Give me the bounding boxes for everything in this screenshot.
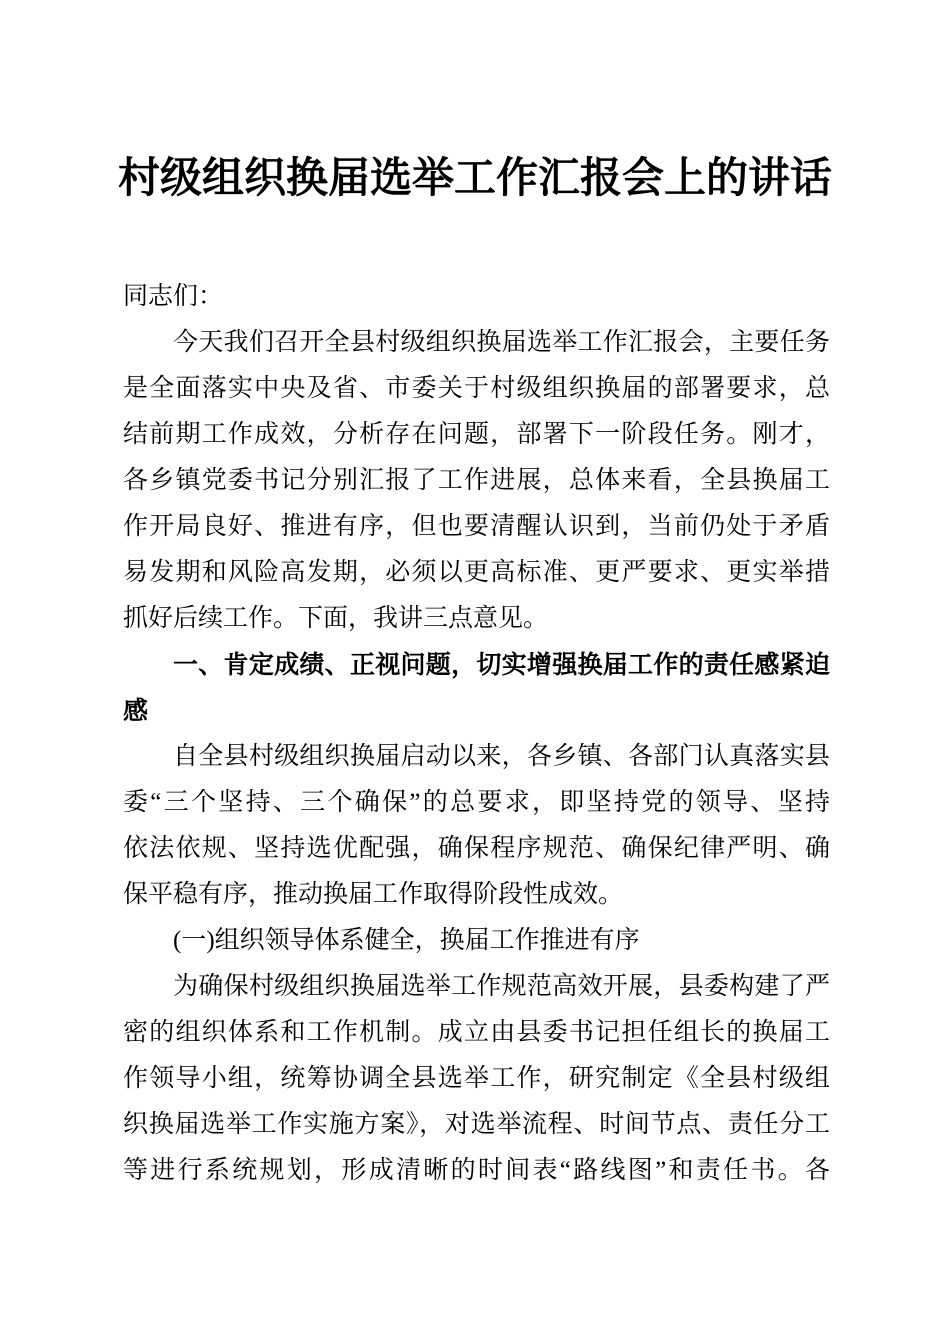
subsection-heading-line: (一)组织领导体系健全，换届工作推进有序	[173, 927, 640, 954]
section-heading-line: 感	[123, 697, 149, 725]
text-line: 织换届选举工作实施方案》，对选举流程、时间节点、责任分工	[123, 1111, 830, 1138]
text-line: 同志们：	[123, 283, 224, 310]
text-line: 为确保村级组织换届选举工作规范高效开展，县委构建了严	[173, 973, 830, 1000]
text-line: 作开局良好、推进有序，但也要清醒认识到，当前仍处于矛盾	[123, 513, 830, 540]
text-line: 等进行系统规划，形成清晰的时间表“路线图”和责任书。各	[123, 1157, 830, 1184]
text-line: 各乡镇党委书记分别汇报了工作进展，总体来看，全县换届工	[123, 467, 830, 494]
document-body	[0, 274, 950, 1194]
text-line: 保平稳有序，推动换届工作取得阶段性成效。	[123, 881, 624, 908]
section-heading-line: 一、肯定成绩、正视问题，切实增强换届工作的责任感紧迫	[173, 651, 830, 679]
text-line: 抓好后续工作。下面，我讲三点意见。	[123, 605, 549, 632]
document-title: 村级组织换届选举工作汇报会上的讲话	[117, 156, 832, 202]
text-line: 作领导小组，统筹协调全县选举工作，研究制定《全县村级组	[123, 1065, 830, 1092]
text-line: 密的组织体系和工作机制。成立由县委书记担任组长的换届工	[123, 1019, 830, 1046]
text-line: 自全县村级组织换届启动以来，各乡镇、各部门认真落实县	[173, 743, 830, 770]
text-line: 依法依规、坚持选优配强，确保程序规范、确保纪律严明、确	[123, 835, 830, 862]
text-line: 今天我们召开全县村级组织换届选举工作汇报会，主要任务	[173, 329, 830, 356]
text-line: 委“三个坚持、三个确保”的总要求，即坚持党的领导、坚持	[123, 789, 830, 816]
text-line: 结前期工作成效，分析存在问题，部署下一阶段任务。刚才，	[123, 421, 830, 448]
text-line: 是全面落实中央及省、市委关于村级组织换届的部署要求，总	[123, 375, 830, 402]
text-line: 易发期和风险高发期，必须以更高标准、更严要求、更实举措	[123, 559, 830, 586]
